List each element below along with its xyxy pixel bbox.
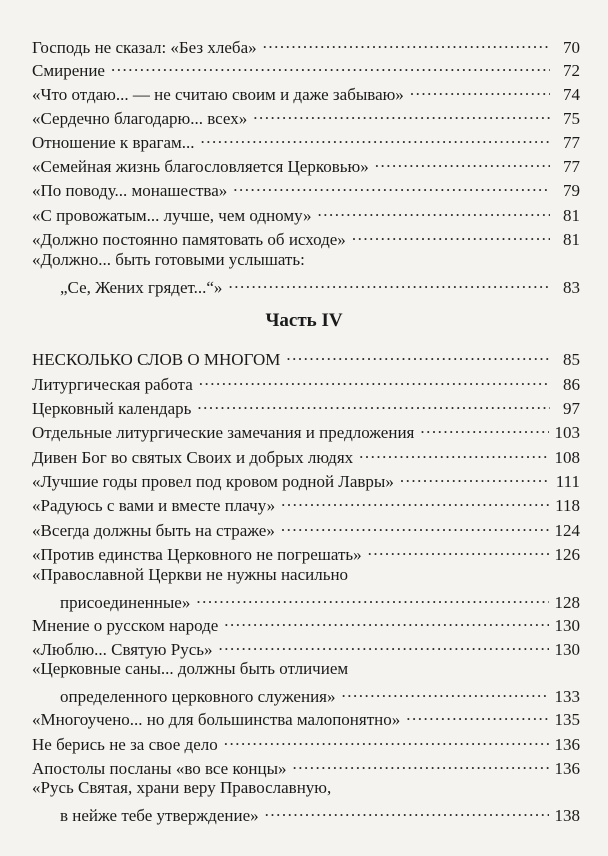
toc-page-number: 70 (563, 38, 580, 57)
dot-leader (197, 394, 550, 414)
toc-page-number: 75 (563, 109, 580, 128)
toc-page-number: 81 (563, 206, 580, 225)
toc-entry-line (32, 370, 580, 395)
toc-entry (32, 33, 580, 58)
toc-page-number: 130 (554, 616, 580, 635)
toc-entry (32, 394, 580, 419)
toc-entry-line (32, 33, 580, 58)
toc-entry-line (32, 778, 580, 798)
toc-entry-line (32, 491, 580, 516)
dot-leader (233, 176, 550, 196)
toc-entry (32, 418, 580, 443)
toc-page-number: 74 (563, 85, 580, 104)
toc-page-number: 97 (563, 399, 580, 418)
toc-entry (32, 754, 580, 779)
toc-entry (32, 540, 580, 565)
dot-leader (219, 635, 549, 655)
toc-entry-line (32, 730, 580, 755)
toc-entry-title: «Русь Святая, храни веру Православную, (32, 778, 332, 797)
toc-page-number: 124 (554, 521, 580, 540)
toc-entry-line (32, 443, 580, 468)
toc-entry-title: «Люблю... Святую Русь» (32, 640, 213, 659)
toc-entry-line (32, 418, 580, 443)
toc-page-number: 126 (554, 545, 580, 564)
toc-entry-line (32, 152, 580, 177)
toc-entry-title: «Церковные саны... должны быть отличием (32, 659, 349, 678)
toc-entry-title: определенного церковного служения» (60, 687, 336, 706)
toc-entry-title: Дивен Бог во святых Своих и добрых людях (32, 448, 354, 467)
toc-page-number: 81 (563, 230, 580, 249)
toc-entry (32, 370, 580, 395)
toc-entry-title: Смирение (32, 61, 105, 80)
dot-leader (406, 705, 548, 725)
toc-entry-line (32, 345, 580, 370)
toc-entry-line (32, 80, 580, 105)
toc-entry-title: Отдельные литургические замечания и предложения (32, 423, 415, 442)
toc-entry-title: Апостолы посланы «во все концы» (32, 759, 287, 778)
part-heading: Часть IV (265, 310, 343, 331)
toc-entry-continuation (32, 801, 580, 826)
dot-leader (375, 152, 550, 172)
toc-entry (32, 635, 580, 660)
toc-entry-line (32, 540, 580, 565)
dot-leader (224, 611, 548, 631)
toc-entry-line (32, 225, 580, 250)
toc-entry (32, 467, 580, 492)
toc-page-number: 130 (554, 640, 580, 659)
toc-entry-title: Господь не сказал: «Без хлеба» (32, 38, 257, 57)
toc-entry (32, 152, 580, 177)
toc-page-number: 108 (554, 448, 580, 467)
toc-entry-title: «Против единства Церковного не погрешать» (32, 545, 362, 564)
toc-entry-title: «Радуюсь с вами и вместе плачу» (32, 496, 276, 515)
dot-leader (293, 754, 549, 774)
dot-leader (281, 516, 549, 536)
toc-page-number: 136 (554, 759, 580, 778)
dot-leader (342, 682, 549, 702)
dot-leader (263, 33, 550, 53)
toc-entry (32, 516, 580, 541)
dot-leader (224, 730, 549, 750)
toc-entry-line (32, 516, 580, 541)
dot-leader (286, 345, 550, 365)
toc-page-number: 135 (554, 710, 580, 729)
toc-page-number: 103 (554, 423, 580, 442)
toc-entry-title: «Лучшие годы провел под кровом родной Лавры» (32, 472, 394, 491)
toc-entry-line (32, 754, 580, 779)
toc-entry (32, 491, 580, 516)
toc-entry (32, 778, 580, 826)
toc-entry-title: Литургическая работа (32, 375, 193, 394)
toc-entry-title: присоединенные» (60, 593, 191, 612)
toc-entry-line (32, 201, 580, 226)
toc-entry-line (32, 104, 580, 129)
toc-entry (32, 56, 580, 81)
toc-page-number: 118 (555, 496, 580, 515)
dot-leader (111, 56, 550, 76)
toc-page-number: 86 (563, 375, 580, 394)
toc-entry (32, 225, 580, 250)
toc-entry-continuation (32, 273, 580, 298)
toc-entry-line (32, 128, 580, 153)
dot-leader (352, 225, 550, 245)
toc-page-number: 128 (554, 593, 580, 612)
dot-leader (201, 128, 550, 148)
toc-entry-title: «Православной Церкви не нужны насильно (32, 565, 349, 584)
toc-entry (32, 659, 580, 707)
toc-page-number: 136 (554, 735, 580, 754)
dot-leader (368, 540, 549, 560)
dot-leader (265, 801, 549, 821)
toc-entry (32, 80, 580, 105)
toc-entry-title: «Сердечно благодарю... всех» (32, 109, 248, 128)
toc-entry (32, 250, 580, 298)
toc-entry-title: «С провожатым... лучше, чем одному» (32, 206, 312, 225)
toc-entry-title: «По поводу... монашества» (32, 181, 228, 200)
toc-entry (32, 201, 580, 226)
toc-entry-title: «Многоучено... но для большинства малопонятно» (32, 710, 401, 729)
toc-entry-continuation (32, 682, 580, 707)
toc-entry-title: «Должно постоянно памятовать об исходе» (32, 230, 346, 249)
toc-entry-title: «Должно... быть готовыми услышать: (32, 250, 305, 269)
toc-entry (32, 730, 580, 755)
toc-entry-title: «Что отдаю... — не считаю своим и даже забываю» (32, 85, 404, 104)
dot-leader (400, 467, 550, 487)
dot-leader (281, 491, 549, 511)
toc-page-number: 138 (554, 806, 580, 825)
dot-leader (253, 104, 550, 124)
dot-leader (410, 80, 550, 100)
toc-entry (32, 104, 580, 129)
toc-page-number: 83 (563, 278, 580, 297)
toc-entry (32, 565, 580, 613)
toc-entry-title: в нейже тебе утверждение» (60, 806, 259, 825)
toc-entry-line (32, 611, 580, 636)
toc-entry-line (32, 394, 580, 419)
toc-entry (32, 128, 580, 153)
toc-entry-title: Церковный календарь (32, 399, 192, 418)
toc-page-number: 133 (554, 687, 580, 706)
toc-entry-line (32, 250, 580, 270)
toc-page-number: 72 (563, 61, 580, 80)
toc-page-number: 77 (563, 133, 580, 152)
toc-entry-title: «Всегда должны быть на страже» (32, 521, 275, 540)
toc-entry-title: Отношение к врагам... (32, 133, 195, 152)
dot-leader (228, 273, 550, 293)
dot-leader (420, 418, 548, 438)
dot-leader (196, 588, 548, 608)
toc-entry (32, 611, 580, 636)
toc-entry-line (32, 635, 580, 660)
toc-page-number: 79 (563, 181, 580, 200)
toc-page-number: 85 (563, 350, 580, 369)
dot-leader (318, 201, 550, 221)
toc-entry (32, 345, 580, 370)
toc-entry-title: Мнение о русском народе (32, 616, 219, 635)
toc-entry-title: «Семейная жизнь благословляется Церковью» (32, 157, 369, 176)
dot-leader (199, 370, 550, 390)
toc-entry-line (32, 56, 580, 81)
toc-entry-line (32, 565, 580, 585)
toc-page-number: 77 (563, 157, 580, 176)
toc-page-number: 111 (555, 472, 580, 491)
toc-entry (32, 176, 580, 201)
toc-entry-continuation (32, 588, 580, 613)
toc-entry (32, 705, 580, 730)
toc-entry-line (32, 467, 580, 492)
toc-entry (32, 443, 580, 468)
toc-entry-title: „Се, Жених грядет...“» (60, 278, 223, 297)
toc-entry-title: НЕСКОЛЬКО СЛОВ О МНОГОМ (32, 350, 281, 369)
toc-entry-title: Не берись не за свое дело (32, 735, 218, 754)
toc-entry-line (32, 176, 580, 201)
dot-leader (359, 443, 548, 463)
toc-entry-line (32, 705, 580, 730)
toc-entry-line (32, 659, 580, 679)
